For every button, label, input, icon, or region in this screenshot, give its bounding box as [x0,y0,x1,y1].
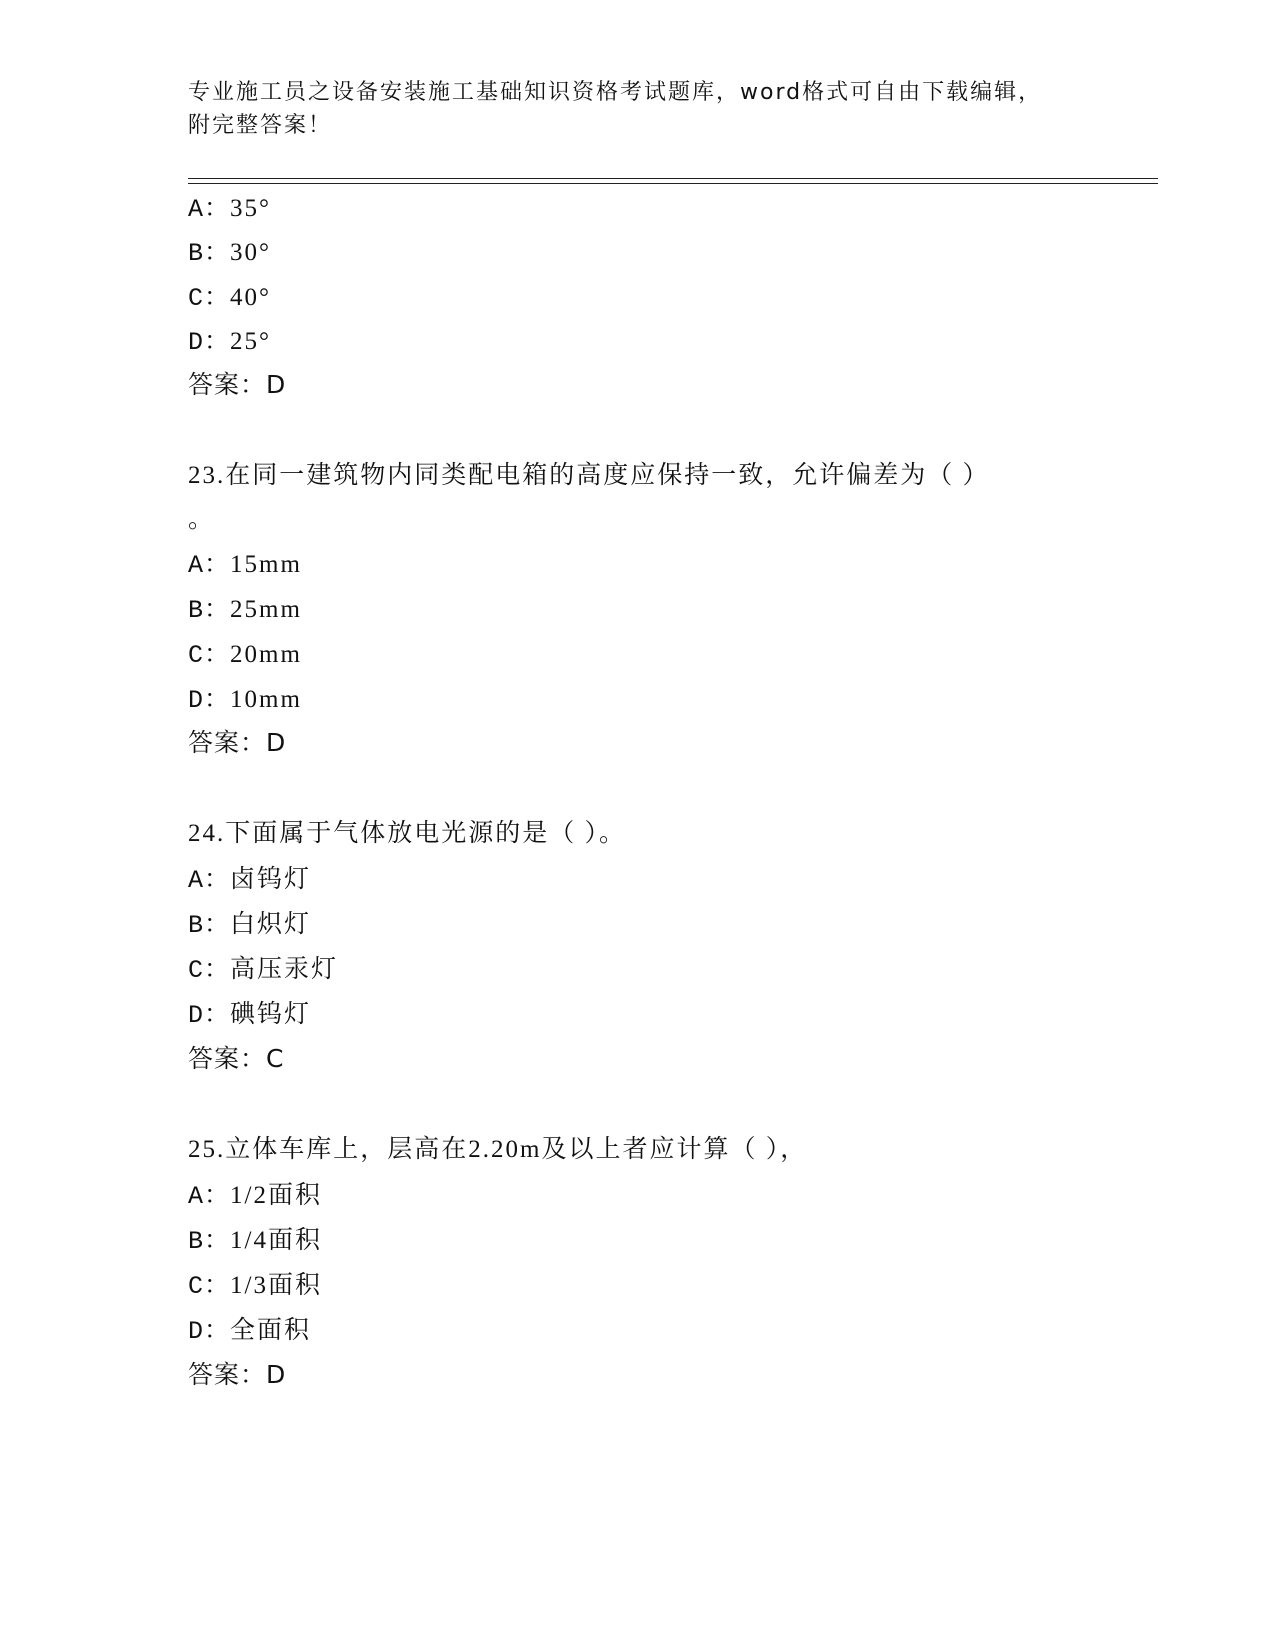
option-text: 20mm [230,641,302,668]
option-text: 35° [230,195,272,222]
page-header [188,76,1068,142]
option-letter: C [188,1272,205,1301]
option-letter: C [188,956,205,985]
option-item [188,1180,322,1212]
option-text: 全面积 [230,1317,312,1344]
option-item [188,954,338,986]
option-separator: ： [204,1227,231,1256]
answer-line: 答案：D [188,370,287,399]
question-stem: 24.下面属于气体放电光源的是（ ）。 [188,820,627,847]
option-text: 卤钨灯 [230,866,312,893]
option-letter: B [188,596,205,625]
option-item [188,909,311,941]
header-line-2: 附完整答案！ [188,113,333,138]
option-text: 碘钨灯 [230,1001,312,1028]
option-text: 1/3面积 [230,1272,322,1299]
option-separator: ： [204,641,231,670]
option-separator: ： [204,239,231,268]
option-letter: D [188,1317,205,1346]
option-letter: B [188,1227,205,1256]
option-separator: ： [204,284,231,313]
option-text: 10mm [230,686,302,713]
answer-line: 答案：D [188,1360,287,1389]
option-item [188,549,302,581]
option-text: 25° [230,328,272,355]
option-separator: ： [204,911,231,940]
option-text: 30° [230,239,272,266]
answer-line: 答案：C [188,1044,285,1073]
option-text: 40° [230,284,272,311]
option-separator: ： [204,328,231,357]
question-stem: 25.立体车库上，层高在2.20m及以上者应计算（ ）， [188,1136,808,1163]
option-letter: A [188,866,205,895]
option-item [188,684,302,716]
question-stem-continuation: 。 [188,506,216,533]
header-line-1: 专业施工员之设备安装施工基础知识资格考试题库，word格式可自由下载编辑， [188,80,1043,105]
option-text: 白炽灯 [230,911,312,938]
option-letter: C [188,284,205,313]
option-separator: ： [204,956,231,985]
option-item [188,237,271,269]
option-separator: ： [204,596,231,625]
option-item [188,1225,322,1257]
option-letter: B [188,239,205,268]
option-separator: ： [204,1001,231,1030]
option-item [188,282,271,314]
header-rule-bottom [188,183,1158,184]
question-stem: 23.在同一建筑物内同类配电箱的高度应保持一致，允许偏差为（ ） [188,462,990,489]
answer-line: 答案：D [188,728,287,757]
option-text: 15mm [230,551,302,578]
option-separator: ： [204,866,231,895]
option-item [188,594,302,626]
header-rule-top [188,178,1158,179]
option-separator: ： [204,1272,231,1301]
option-letter: D [188,686,205,715]
option-item [188,1315,311,1347]
option-item [188,1270,322,1302]
option-text: 高压汞灯 [230,956,339,983]
option-text: 25mm [230,596,302,623]
option-letter: A [188,195,205,224]
option-item [188,999,311,1031]
option-item [188,326,271,358]
option-item [188,639,302,671]
option-letter: A [188,551,205,580]
option-text: 1/2面积 [230,1182,322,1209]
option-item [188,193,271,225]
option-item [188,864,311,896]
option-letter: D [188,1001,205,1030]
option-separator: ： [204,686,231,715]
option-separator: ： [204,1182,231,1211]
option-separator: ： [204,195,231,224]
option-letter: D [188,328,205,357]
option-letter: C [188,641,205,670]
option-separator: ： [204,1317,231,1346]
option-letter: B [188,911,205,940]
option-separator: ： [204,551,231,580]
option-letter: A [188,1182,205,1211]
option-text: 1/4面积 [230,1227,322,1254]
